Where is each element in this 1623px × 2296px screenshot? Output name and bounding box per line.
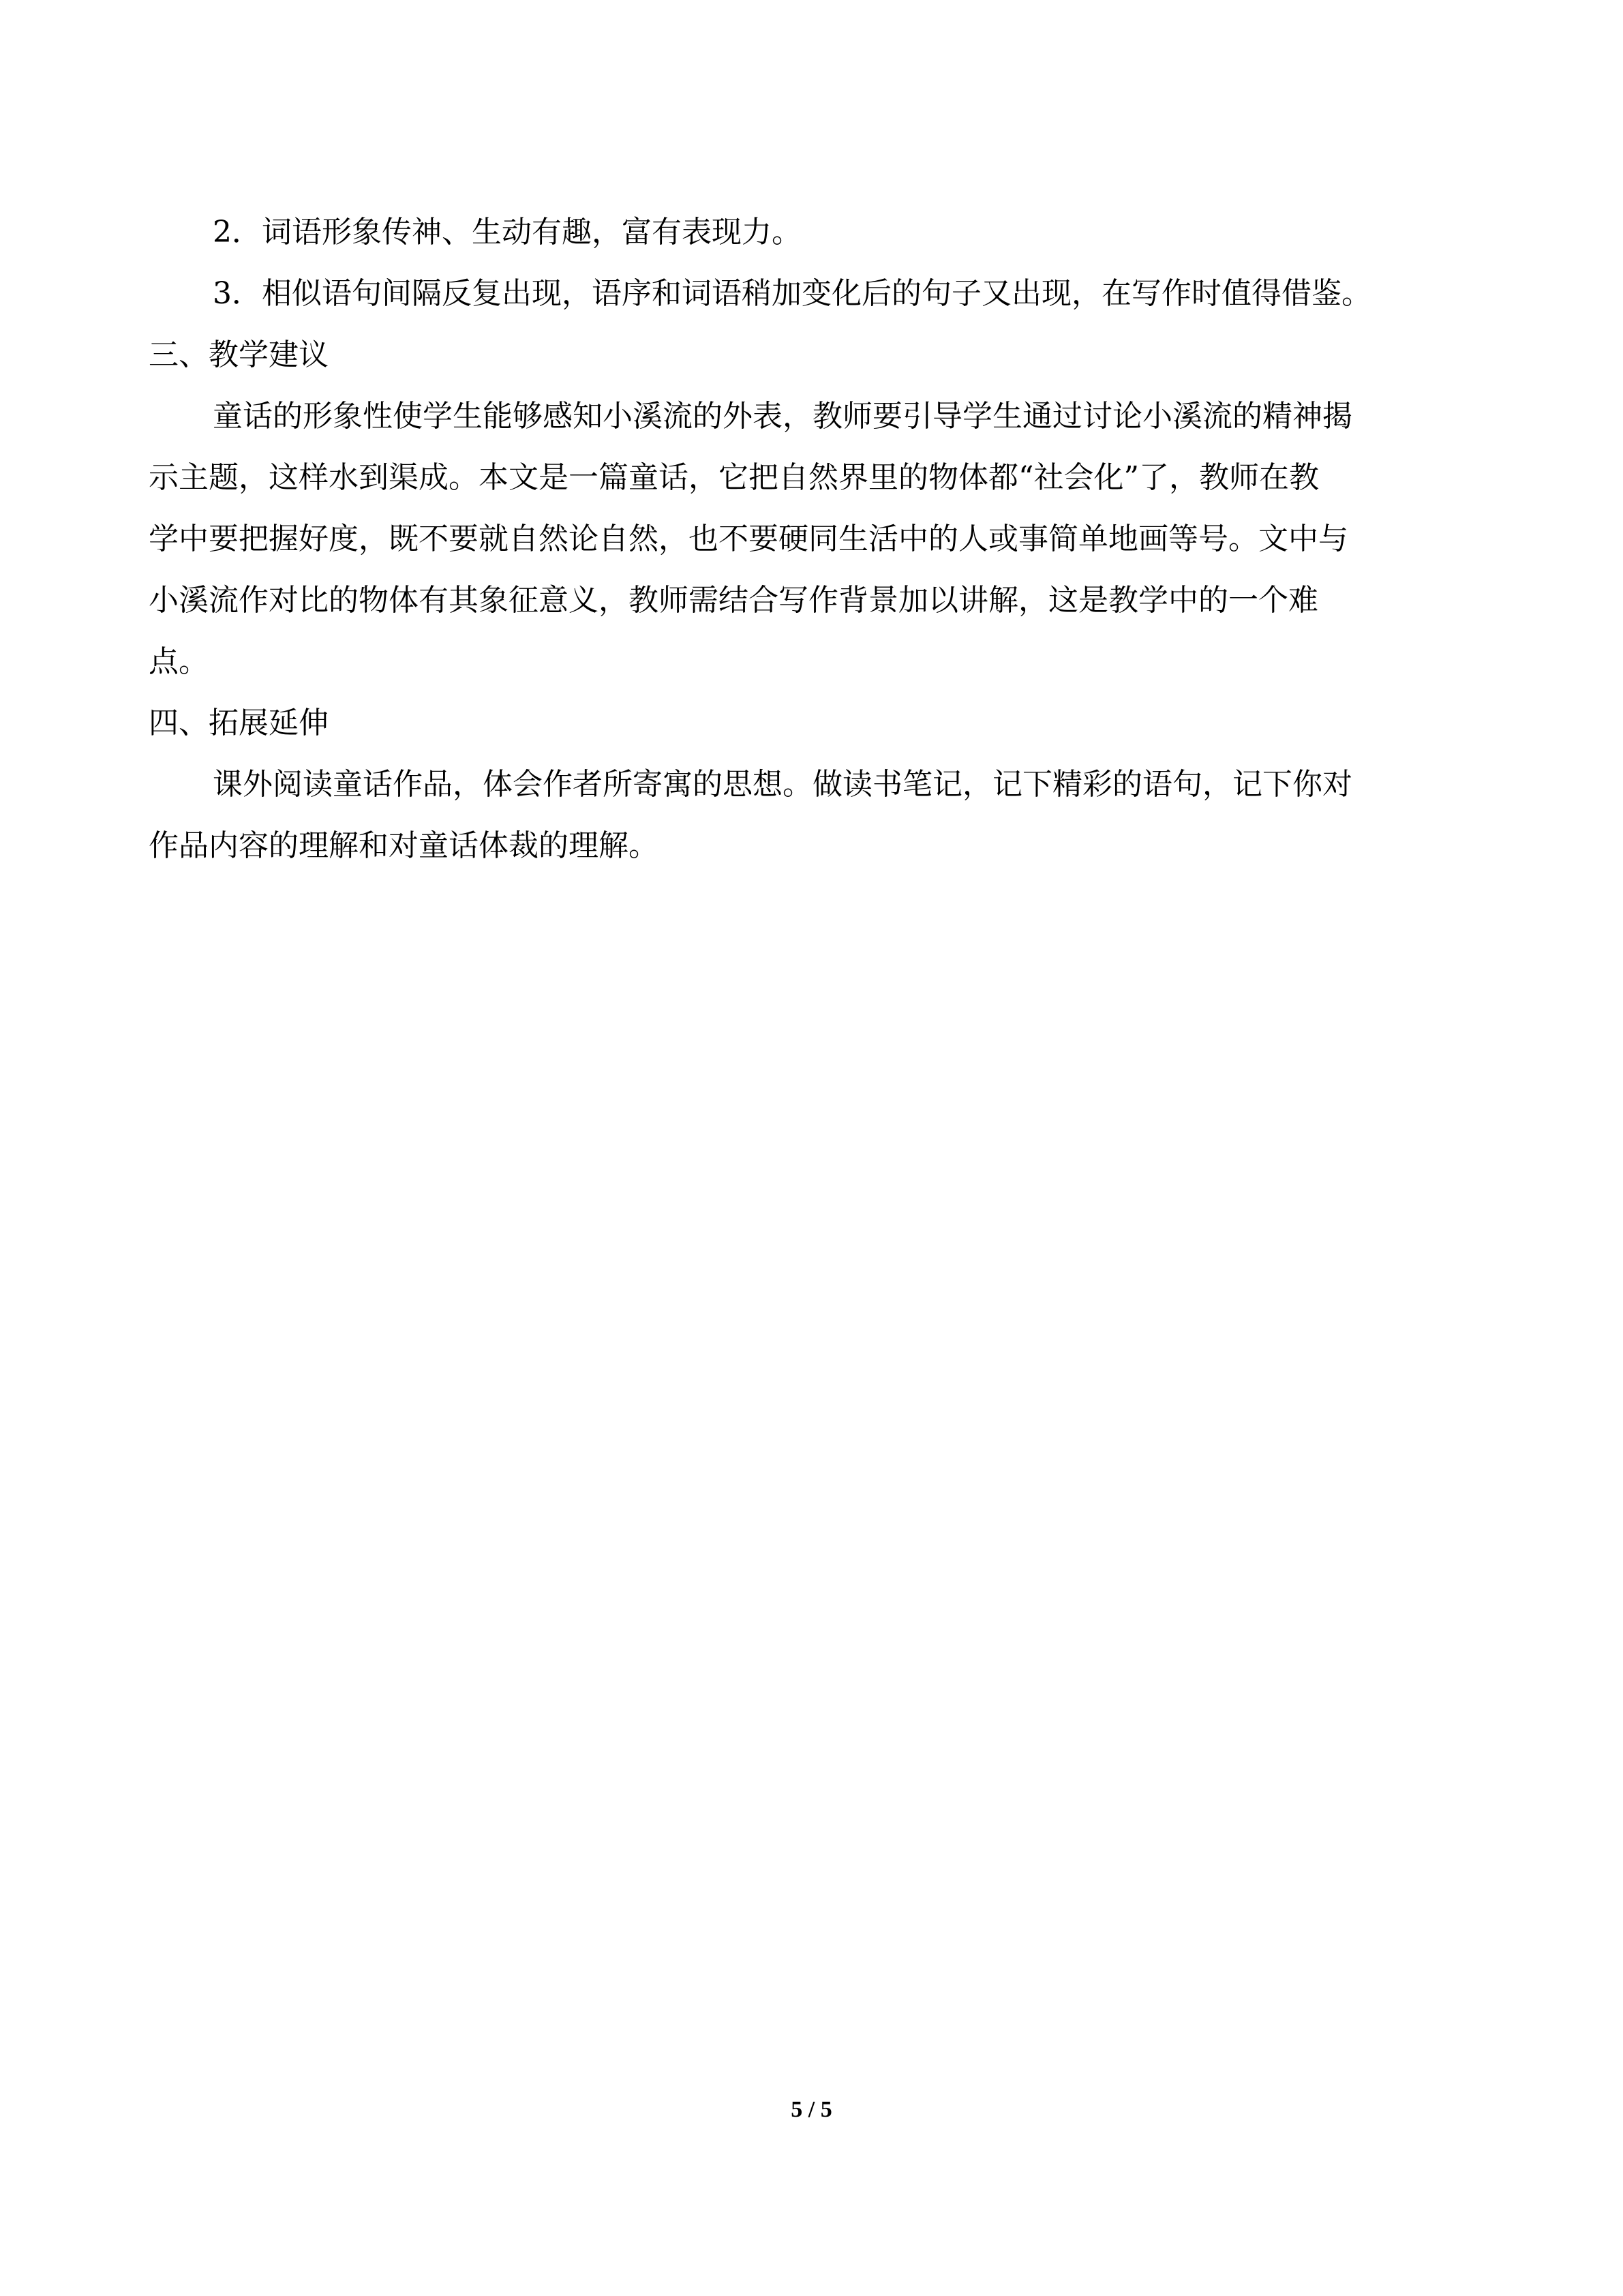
document-body (149, 202, 1464, 877)
page-number: 5 / 5 (791, 2097, 832, 2122)
paragraph-line: 童话的形象性使学生能够感知小溪流的外表，教师要引导学生通过讨论小溪流的精神揭 (213, 399, 1352, 434)
section-heading-extension: 四、拓展延伸 (149, 706, 329, 740)
paragraph-line: 小溪流作对比的物体有其象征意义，教师需结合写作背景加以讲解，这是教学中的一个难 (149, 583, 1318, 618)
list-item-2: 2．词语形象传神、生动有趣，富有表现力。 (213, 215, 802, 250)
paragraph-line: 作品内容的理解和对童话体裁的理解。 (149, 828, 658, 863)
section-heading-teaching-suggestions: 三、教学建议 (149, 337, 329, 372)
paragraph-line: 课外阅读童话作品，体会作者所寄寓的思想。做读书笔记，记下精彩的语句，记下你对 (213, 767, 1352, 802)
paragraph-line: 示主题，这样水到渠成。本文是一篇童话，它把自然界里的物体都“社会化”了，教师在教 (149, 460, 1319, 495)
paragraph-line: 点。 (149, 644, 209, 679)
list-item-3: 3．相似语句间隔反复出现，语序和词语稍加变化后的句子又出现，在写作时值得借鉴。 (213, 276, 1371, 311)
paragraph-line: 学中要把握好度，既不要就自然论自然，也不要硬同生活中的人或事简单地画等号。文中与 (149, 522, 1348, 556)
